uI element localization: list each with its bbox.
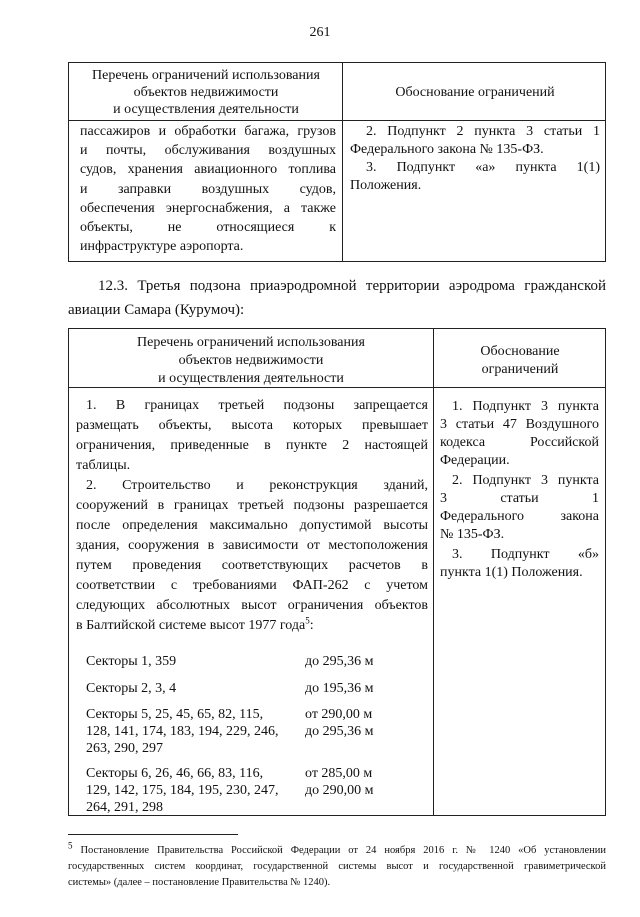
table-2-col1-line: после определения максимально допустимой высоты (76, 518, 428, 533)
page-number: 261 (309, 25, 331, 40)
footnote-mark: 5 (68, 840, 73, 851)
table-1-col2-line: Федерального закона № 135-ФЗ. (350, 142, 544, 157)
sector-label: 128, 141, 174, 183, 194, 229, 246, (86, 724, 279, 739)
table-2-col2-line: 2. Подпункт 3 пункта (452, 473, 599, 488)
table-2-col2-line: кодекса Российской (440, 435, 599, 450)
table-2-column-divider (433, 328, 434, 816)
sector-label: Секторы 1, 359 (86, 654, 177, 669)
table-1-col2-line: 2. Подпункт 2 пункта 3 статьи 1 (366, 124, 600, 139)
table-2-col1-line: ограничения, приведенные в пункте 2 настоящей (76, 438, 428, 453)
table-2-col1-line: 2. Строительство и реконструкция зданий, (86, 478, 428, 493)
table-2-header-col1-line: Перечень ограничений использования (137, 335, 365, 350)
table-2-col1-line: таблицы. (76, 458, 131, 473)
table-1-header-divider (68, 120, 606, 121)
table-1-header-col1-line: и осуществления деятельности (113, 102, 299, 117)
table-2-header-col1-line: и осуществления деятельности (158, 371, 344, 386)
table-2-col1-line: здания, сооружения в зависимости от местоположения (76, 538, 428, 553)
table-2-col1-line-last: в Балтийской системе высот 1977 года$^5$: (76, 615, 314, 633)
sector-height: до 195,36 м (305, 681, 374, 696)
table-2-col1-line: 1. В границах третьей подзоны запрещается (86, 398, 428, 413)
footnote-line: $^5$ Постановление Правительства Российской Федерации от 24 ноября 2016 г. № 1240 «Об установлении (68, 840, 606, 856)
table-2-col1-line: размещать объекты, высота которых превышает (76, 418, 428, 433)
table-2-col2-line: 3 статьи 1 (440, 491, 599, 506)
sector-label: 264, 291, 298 (86, 800, 163, 815)
table-2-col2-line: пункта 1(1) Положения. (440, 565, 583, 580)
table-2-col1-line: соответствии с требованиями ФАП-262 с учетом (76, 578, 428, 593)
table-2-header-col2-line: Обоснование (480, 344, 560, 359)
table-2-col2-line: 3. Подпункт «б» (452, 547, 599, 562)
sector-label: 129, 142, 175, 184, 195, 230, 247, (86, 783, 279, 798)
table-2-col2-line: Федерального закона (440, 509, 599, 524)
table-2-col2-line: 1. Подпункт 3 пункта (452, 399, 599, 414)
table-2-col1-line: следующих абсолютных высот ограничения объектов (76, 598, 428, 613)
sector-height: до 295,36 м (305, 724, 374, 739)
table-2-col2-line: 3 статьи 47 Воздушного (440, 417, 599, 432)
table-2-col2-line: № 135-ФЗ. (440, 527, 505, 542)
section-heading-line: авиации Самара (Курумоч): (68, 302, 245, 318)
table-2-header-col2-line: ограничений (481, 362, 559, 377)
table-1-column-divider (342, 62, 343, 262)
table-1-col1-line: инфраструктуре аэропорта. (80, 239, 244, 254)
table-1-col2-line: Положения. (350, 178, 422, 193)
sector-height: до 290,00 м (305, 783, 374, 798)
footnote-separator (68, 834, 238, 835)
sector-height: от 285,00 м (305, 766, 373, 781)
table-1-col1-line: и почты, обслуживания воздушных (80, 143, 336, 158)
table-2-col1-line: сооружений в границах третьей подзоны разрешается (76, 498, 428, 513)
sector-label: Секторы 2, 3, 4 (86, 681, 177, 696)
sector-height: от 290,00 м (305, 707, 373, 722)
sector-label: Секторы 6, 26, 46, 66, 83, 116, (86, 766, 264, 781)
table-1-header-col2: Обоснование ограничений (395, 85, 555, 100)
table-1-header-col1-line: объектов недвижимости (133, 85, 279, 100)
sector-label: 263, 290, 297 (86, 741, 163, 756)
table-1-col1-line: пассажиров и обработки багажа, грузов (80, 124, 336, 139)
table-2-header-col1-line: объектов недвижимости (178, 353, 324, 368)
footnote-line: государственных систем координат, государственной системы высот и государственной гравиметрической (68, 861, 606, 872)
table-1-col2-line: 3. Подпункт «а» пункта 1(1) (366, 160, 600, 175)
section-heading-line: 12.3. Третья подзона приаэродромной территории аэродрома гражданской (98, 278, 606, 294)
table-1-col1-line: судов, хранения авиационного топлива (80, 162, 336, 177)
table-1-col1-line: объекты, не относящиеся к (80, 220, 336, 235)
footnote-line: системы» (далее – постановление Правительства № 1240). (68, 877, 331, 888)
table-2-col1-line: путем проведения соответствующих расчетов в (76, 558, 428, 573)
sector-label: Секторы 5, 25, 45, 65, 82, 115, (86, 707, 264, 722)
footnote-reference[interactable]: 5 (305, 615, 310, 626)
sector-height: до 295,36 м (305, 654, 374, 669)
table-2-col2-line: Федерации. (440, 453, 510, 468)
table-1-col1-line: обеспечения энергоснабжения, а также (80, 201, 336, 216)
table-1-col1-line: и заправки воздушных судов, (80, 182, 336, 197)
table-1-header-col1-line: Перечень ограничений использования (92, 68, 320, 83)
